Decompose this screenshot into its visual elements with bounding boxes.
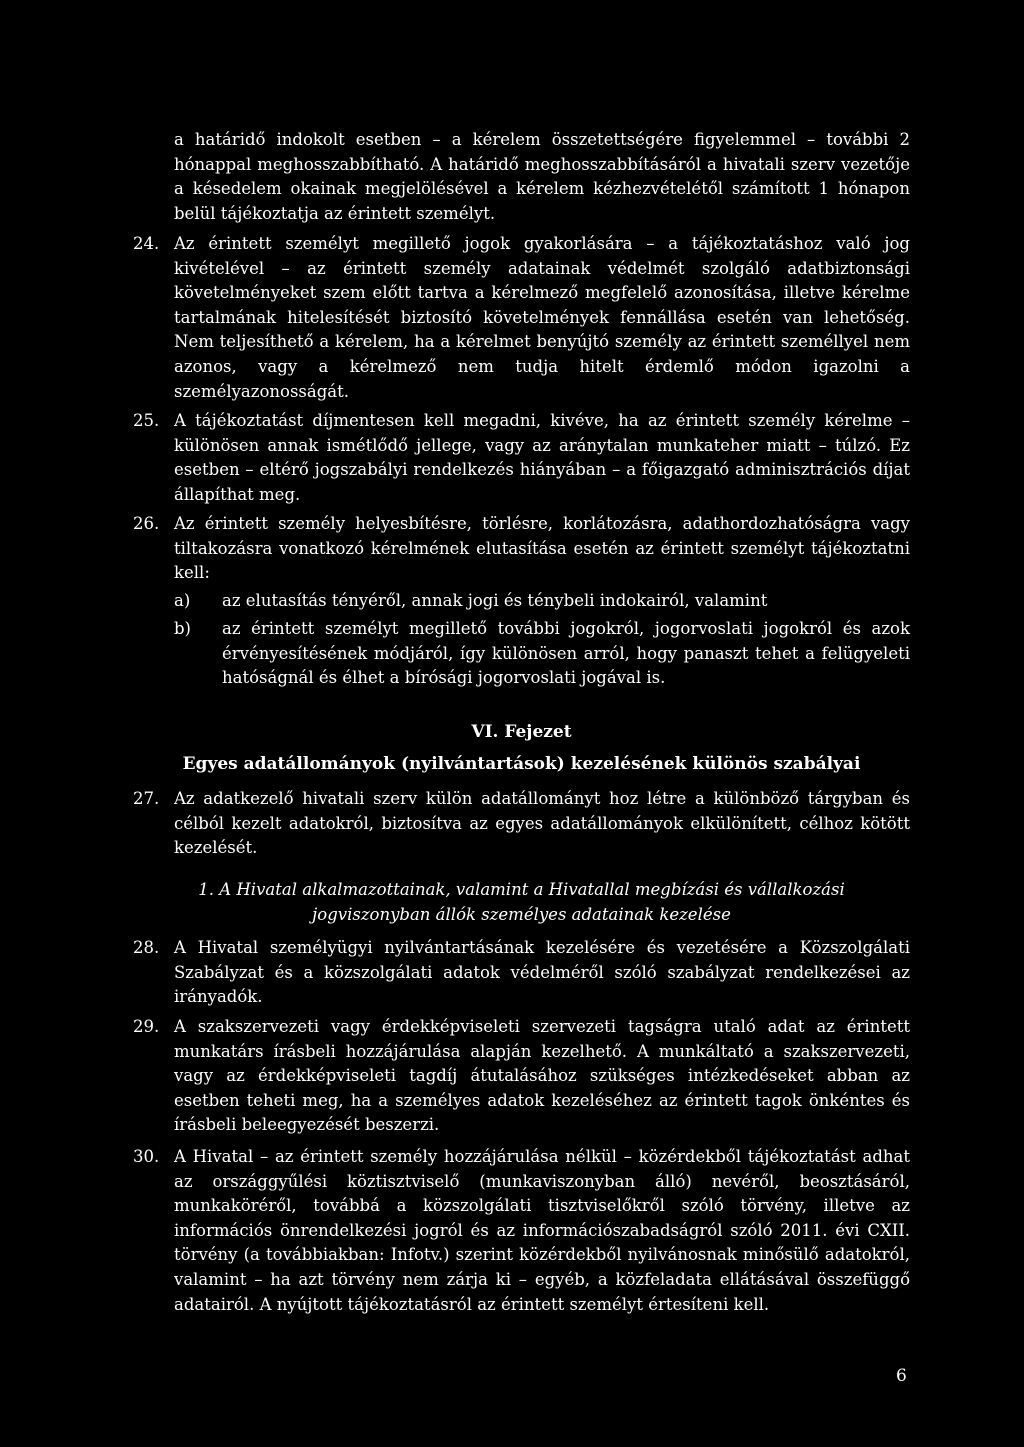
item-number-29: 29. <box>133 1017 160 1036</box>
subitem-letter-b: b) <box>174 619 191 638</box>
section-heading-line2: jogviszonyban állók személyes adatainak kezelése <box>312 905 731 924</box>
item-text-25: A tájékoztatást díjmentesen kell megadni, kivéve, ha az érintett személy kérelme – különösen annak ismétlődő jellege, vagy az aránytalan munkateher miatt – túlzó. Ez esetben – eltérő jogszabályi rendelkezés hiányában – a főigazgató adminisztrációs díjat állapíthat meg. <box>174 411 910 504</box>
section-heading-line1: 1. A Hivatal alkalmazottainak, valamint a Hivatallal megbízási és vállalkozási <box>198 880 845 899</box>
item-text-26: Az érintett személy helyesbítésre, törlésre, korlátozásra, adathordozhatóságra vagy tiltakozásra vonatkozó kérelmének elutasítása esetén az érintett személyt tájékoztatni kell: <box>174 514 910 583</box>
item-number-28: 28. <box>133 938 160 957</box>
page-number: 6 <box>896 1366 907 1386</box>
subitem-text-a: az elutasítás tényéről, annak jogi és ténybeli indokairól, valamint <box>222 591 768 610</box>
subitem-text-b: az érintett személyt megillető további jogokról, jogorvoslati jogokról és azok érvényesítésének módjáról, így különösen arról, hogy panaszt tehet a felügyeleti hatóságnál és élhet a bírósági jogorvoslati jogával is. <box>222 619 910 688</box>
item-number-27: 27. <box>133 789 160 808</box>
item-number-30: 30. <box>133 1147 160 1166</box>
item-text-24: Az érintett személyt megillető jogok gyakorlására – a tájékoztatáshoz való jog kivételével – az érintett személy adatainak védelmét szolgáló adatbiztonsági követelményeket szem előtt tartva a kérelmező megfelelő azonosítása, illetve kérelme tartalmának hitelesítését biztosító követelmények fennállása esetén van lehetőség. Nem teljesíthető a kérelem, ha a kérelmet benyújtó személy az érintett személlyel nem azonos, vagy a kérelmező nem tudja hitelt érdemlő módon igazolni a személyazonosságát. <box>174 234 910 401</box>
item-text-29: A szakszervezeti vagy érdekképviseleti szervezeti tagságra utaló adat az érintett munkatárs írásbeli hozzájárulása alapján kezelhető. A munkáltató a szakszervezeti, vagy az érdekképviseleti tagdíj átutalásához szükséges intézkedéseket abban az esetben teheti meg, ha a személyes adatok kezeléséhez az érintett tagok önkéntes és írásbeli beleegyezését beszerzi. <box>174 1017 910 1135</box>
item-number-24: 24. <box>133 234 160 253</box>
chapter-title: Egyes adatállományok (nyilvántartások) kezelésének különös szabályai <box>182 754 861 774</box>
subitem-letter-a: a) <box>174 591 191 610</box>
item-text-30: A Hivatal – az érintett személy hozzájárulása nélkül – közérdekből tájékoztatást adhat az országgyűlési köztisztviselő (munkaviszonyban álló) nevéről, beosztásáról, munkaköréről, továbbá a közszolgálati tisztviselőkről szóló törvény, illetve az információs önrendelkezési jogról és az információszabadságról szóló 2011. évi CXII. törvény (a továbbiakban: Infotv.) szerint közérdekből nyilvánosnak minősülő adatokról, valamint – ha azt törvény nem zárja ki – egyéb, a közfeladata ellátásával összefüggő adatairól. A nyújtott tájékoztatásról az érintett személyt értesíteni kell. <box>174 1147 910 1314</box>
chapter-number: VI. Fejezet <box>471 722 572 742</box>
item-text-28: A Hivatal személyügyi nyilvántartásának kezelésére és vezetésére a Közszolgálati Szabályzat és a közszolgálati adatok védelméről szóló szabályzat rendelkezései az irányadók. <box>174 938 910 1007</box>
item-text-27: Az adatkezelő hivatali szerv külön adatállományt hoz létre a különböző tárgyban és célból kezelt adatokról, biztosítva az egyes adatállományok elkülönített, célhoz kötött kezelését. <box>174 789 910 858</box>
item-number-25: 25. <box>133 411 160 430</box>
item-number-26: 26. <box>133 514 160 533</box>
continuation-paragraph: a határidő indokolt esetben – a kérelem összetettségére figyelemmel – további 2 hónappal meghosszabbítható. A határidő meghosszabbításáról a hivatali szerv vezetője a késedelem okainak megjelölésével a kérelem kézhezvételétől számított 1 hónapon belül tájékoztatja az érintett személyt. <box>174 130 910 223</box>
